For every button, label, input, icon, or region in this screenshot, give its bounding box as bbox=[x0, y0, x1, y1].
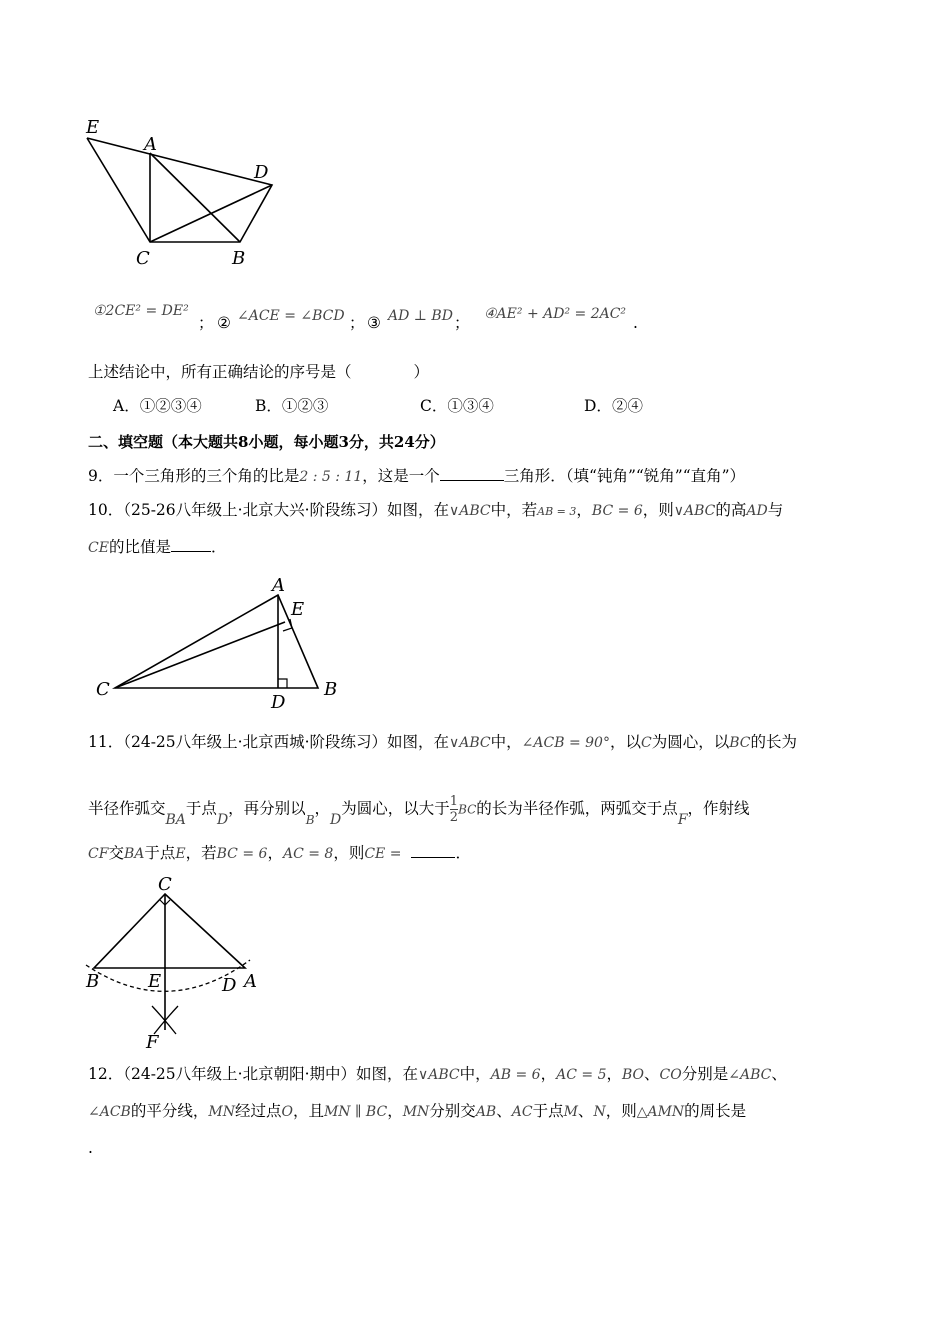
fig3-arc-f1 bbox=[152, 1006, 176, 1034]
q8-option-d: D．②④ bbox=[584, 397, 643, 415]
fig1-label-D: D bbox=[254, 162, 269, 183]
q9-ratio: 2 : 5 : 11 bbox=[299, 469, 363, 485]
fig2-label-A: A bbox=[272, 575, 285, 596]
fig1-label-B: B bbox=[232, 248, 246, 269]
fig2-right-angle-d bbox=[278, 679, 287, 688]
fig2-label-D: D bbox=[271, 692, 286, 713]
fig1-outline bbox=[87, 138, 272, 242]
q11-line-3: CF交BA于点E，若BC = 6，AC = 8，则CE = ． bbox=[88, 844, 471, 862]
fig1-label-E: E bbox=[86, 117, 100, 138]
fig1-ab bbox=[150, 153, 240, 242]
q9-answer-blank[interactable] bbox=[440, 466, 504, 481]
fig3-triangle-abc bbox=[94, 894, 245, 968]
q10-answer-blank[interactable] bbox=[171, 537, 211, 552]
fig3-label-F: F bbox=[146, 1032, 159, 1053]
conclusion-end: . bbox=[633, 314, 638, 332]
figure-2-triangle bbox=[0, 560, 950, 720]
q8-prompt: 上述结论中，所有正确结论的序号是（ ） bbox=[88, 363, 430, 381]
conclusion-2: ∠ACE = ∠BCD bbox=[237, 308, 345, 324]
fig3-label-A: A bbox=[244, 971, 257, 992]
figure-1-quadrilateral bbox=[0, 0, 950, 300]
q8-option-c: C．①③④ bbox=[420, 397, 494, 415]
conclusion-1: ①2CE² = DE² bbox=[93, 303, 189, 319]
q9-line: 9．一个三角形的三个角的比是2 : 5 : 11，这是一个 三角形．（填“钝角”“锐角”“直角”） bbox=[88, 467, 746, 485]
conclusion-4: ④AE² + AD² = 2AC² bbox=[484, 306, 627, 322]
fig1-label-A: A bbox=[144, 134, 157, 155]
fig1-cd bbox=[150, 185, 272, 242]
q10-line-2: CE的比值是 ． bbox=[88, 538, 227, 556]
q11-fraction: $\frac{1}{2}$ bbox=[449, 794, 459, 825]
fig2-label-E: E bbox=[291, 599, 305, 620]
fig1-label-C: C bbox=[136, 248, 150, 269]
q12-line-1: 12．（24-25八年级上·北京朝阳·期中）如图，在∨ABC中，AB = 6，AC = 5，BO、CO分别是∠ABC、 bbox=[88, 1065, 787, 1083]
q12-line-2: ∠ACB的平分线，MN经过点O，且MN ∥ BC，MN分别交AB、AC于点M、N，则△AMN的周长是 bbox=[88, 1102, 747, 1120]
q8-option-b: B．①②③ bbox=[255, 397, 329, 415]
conclusion-circ-2: ② bbox=[217, 314, 231, 332]
conclusion-circ-3: ③ bbox=[367, 314, 381, 332]
figure-3-construction bbox=[0, 870, 950, 1060]
fig3-label-E: E bbox=[148, 971, 162, 992]
q12-line-3: . bbox=[88, 1139, 93, 1157]
conclusion-sep-2: ； bbox=[349, 314, 365, 332]
q11-line-1: 11．（24-25八年级上·北京西城·阶段练习）如图，在∨ABC中，∠ACB = 90°，以C为圆心，以BC的长为 bbox=[88, 733, 797, 751]
conclusion-sep-3: ； bbox=[454, 314, 470, 332]
q11-line-2: 半径作弧交BA于点D，再分别以$_B$，D为圆心，以大于 $\frac{1}{2}$ BC的长为半径作弧，两弧交于点F，作射线 bbox=[88, 794, 750, 828]
fig2-triangle-abc bbox=[115, 595, 318, 688]
conclusion-3: AD ⊥ BD bbox=[388, 308, 453, 324]
conclusions-line bbox=[93, 303, 189, 319]
fig2-label-C: C bbox=[96, 679, 110, 700]
conclusion-sep-1: ； bbox=[198, 314, 214, 332]
fig3-label-D: D bbox=[222, 975, 237, 996]
fig3-label-C: C bbox=[158, 874, 172, 895]
q8-option-a: A．①②③④ bbox=[113, 397, 202, 415]
q10-line-1: 10．（25-26八年级上·北京大兴·阶段练习）如图，在∨ABC中，若AB = 3，BC = 6，则∨ABC的高AD与 bbox=[88, 501, 784, 519]
fig2-altitude-ce bbox=[115, 622, 285, 688]
fig3-label-B: B bbox=[86, 971, 100, 992]
q11-answer-blank[interactable] bbox=[411, 843, 455, 858]
fig2-label-B: B bbox=[324, 679, 338, 700]
fig3-arc-f2 bbox=[154, 1006, 178, 1034]
section-2-title: 二、填空题（本大题共8小题，每小题3分，共24分） bbox=[88, 433, 445, 451]
